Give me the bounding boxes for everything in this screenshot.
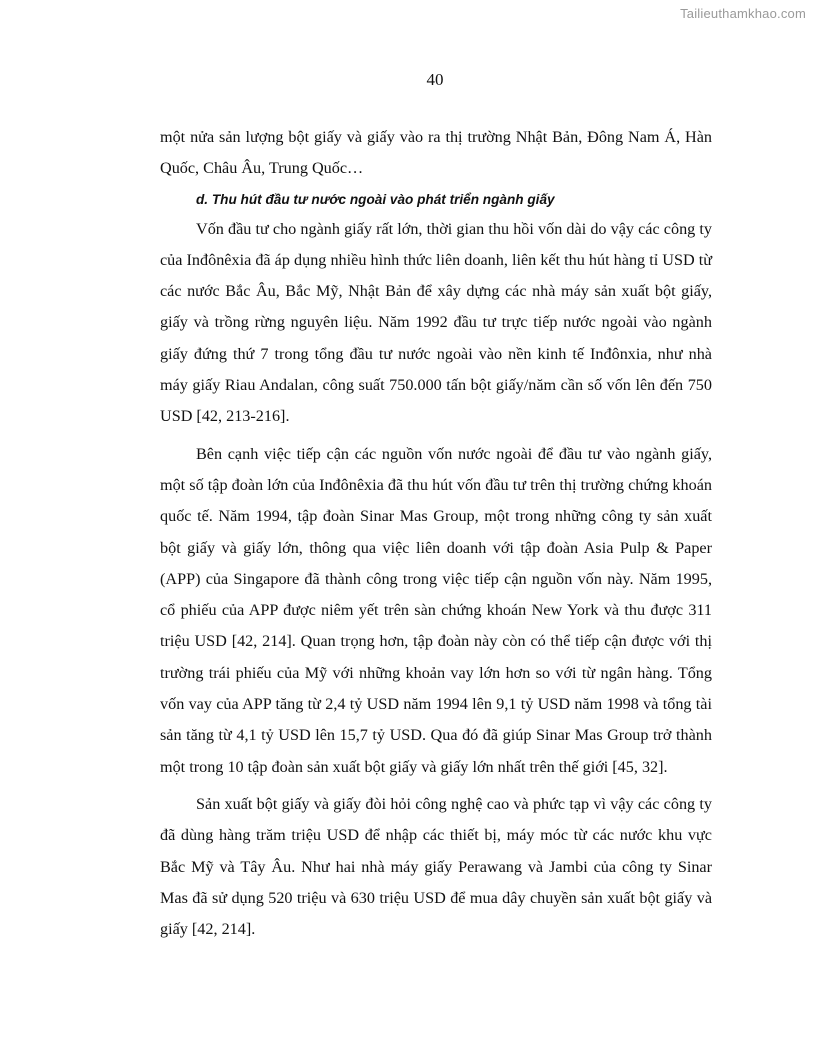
page-number: 40 <box>426 70 444 89</box>
section-heading: d. Thu hút đầu tư nước ngoài vào phát triển ngành giấy <box>196 191 555 207</box>
document-body <box>160 122 712 945</box>
paragraph: Vốn đầu tư cho ngành giấy rất lớn, thời gian thu hồi vốn dài do vậy các công ty của Inđônêxia đã áp dụng nhiều hình thức liên doanh, liên kết thu hút hàng tỉ USD từ các nước Bắc Âu, Bắc Mỹ, Nhật Bản để xây dựng các nhà máy sản xuất bột giấy, giấy và trồng rừng nguyên liệu. Năm 1992 đầu tư trực tiếp nước ngoài vào ngành giấy đứng thứ 7 trong tổng đầu tư nước ngoài vào nền kinh tế Inđônxia, như nhà máy giấy Riau Andalan, công suất 750.000 tấn bột giấy/năm cần số vốn lên đến 750 USD [42, 213-216]. <box>160 219 712 426</box>
paragraph-continuation: một nửa sản lượng bột giấy và giấy vào ra thị trường Nhật Bản, Đông Nam Á, Hàn Quốc, Châu Âu, Trung Quốc… <box>160 128 712 178</box>
paragraph: Sản xuất bột giấy và giấy đòi hỏi công nghệ cao và phức tạp vì vậy các công ty đã dùng hàng trăm triệu USD để nhập các thiết bị, máy móc từ các nước khu vực Bắc Mỹ và Tây Âu. Như hai nhà máy giấy Perawang và Jambi của công ty Sinar Mas đã sử dụng 520 triệu và 630 triệu USD để mua dây chuyền sản xuất bột giấy và giấy [42, 214]. <box>160 794 712 939</box>
watermark: Tailieuthamkhao.com <box>680 6 806 21</box>
paragraph: Bên cạnh việc tiếp cận các nguồn vốn nước ngoài để đầu tư vào ngành giấy, một số tập đoàn lớn của Inđônêxia đã thu hút vốn đầu tư trên thị trường chứng khoán quốc tế. Năm 1994, tập đoàn Sinar Mas Group, một trong những công ty sản xuất bột giấy và giấy lớn, thông qua việc liên doanh với tập đoàn Asia Pulp & Paper (APP) của Singapore đã thành công trong việc tiếp cận nguồn vốn này. Năm 1995, cổ phiếu của APP được niêm yết trên sàn chứng khoán New York và thu được 311 triệu USD [42, 214]. Quan trọng hơn, tập đoàn này còn có thể tiếp cận được với thị trường trái phiếu của Mỹ với những khoản vay lớn hơn so với từ ngân hàng. Tổng vốn vay của APP tăng từ 2,4 tỷ USD năm 1994 lên 9,1 tỷ USD năm 1998 và tổng tài sản tăng từ 4,1 tỷ USD lên 15,7 tỷ USD. Qua đó đã giúp Sinar Mas Group trở thành một trong 10 tập đoàn sản xuất bột giấy và giấy lớn nhất trên thế giới [45, 32]. <box>160 444 712 776</box>
